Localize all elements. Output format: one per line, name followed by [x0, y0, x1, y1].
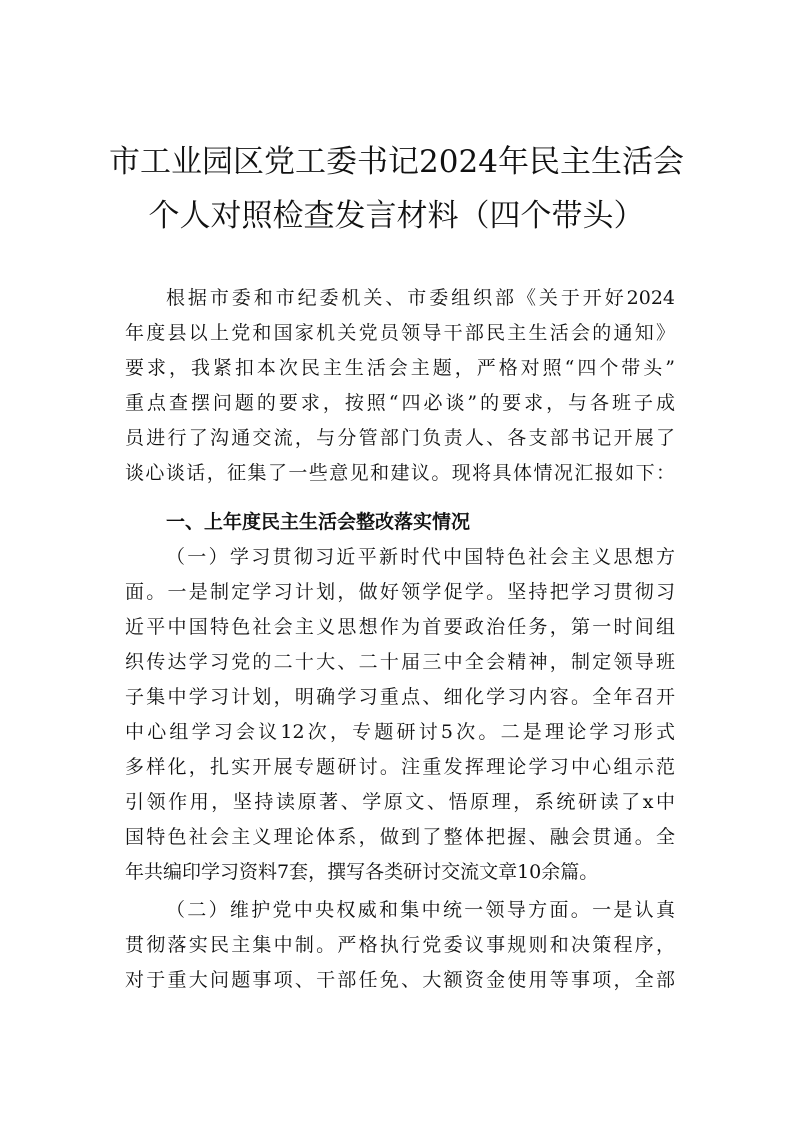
paragraph-line: 子集中学习计划，明确学习重点、细化学习内容。全年召开 — [125, 686, 675, 708]
paragraph-line: 近平中国特色社会主义思想作为首要政治任务，第一时间组 — [125, 616, 675, 638]
paragraph-line: 中心组学习会议12次，专题研讨5次。二是理论学习形式 — [125, 721, 675, 743]
paragraph-line: 根据市委和市纪委机关、市委组织部《关于开好2024 — [166, 287, 675, 309]
paragraph-line: 国特色社会主义理论体系，做到了整体把握、融会贯通。全 — [125, 826, 675, 848]
paragraph-line: 贯彻落实民主集中制。严格执行党委议事规则和决策程序， — [125, 934, 675, 956]
paragraph-line: 年共编印学习资料7套，撰写各类研讨交流文章10余篇。 — [125, 861, 599, 883]
paragraph-line: 重点查摆问题的要求，按照“四必谈”的要求，与各班子成 — [125, 392, 675, 414]
paragraph-line: 谈心谈话，征集了一些意见和建议。现将具体情况汇报如下： — [125, 462, 675, 484]
paragraph-line: 织传达学习党的二十大、二十届三中全会精神，制定领导班 — [125, 651, 675, 673]
paragraph-line: 对于重大问题事项、干部任免、大额资金使用等事项，全部 — [125, 969, 675, 991]
paragraph-line: 年度县以上党和国家机关党员领导干部民主生活会的通知》 — [125, 322, 675, 344]
subsection-heading-line: （一）学习贯彻习近平新时代中国特色社会主义思想方 — [166, 546, 675, 568]
document-title-line-2: 个人对照检查发言材料（四个带头） — [148, 198, 645, 234]
section-heading: 一、上年度民主生活会整改落实情况 — [166, 511, 471, 533]
paragraph-line: 员进行了沟通交流，与分管部门负责人、各支部书记开展了 — [125, 427, 675, 449]
subsection-heading-line: （二）维护党中央权威和集中统一领导方面。一是认真 — [166, 899, 675, 921]
paragraph-line: 要求，我紧扣本次民主生活会主题，严格对照“四个带头” — [125, 357, 675, 379]
paragraph-line: 多样化，扎实开展专题研讨。注重发挥理论学习中心组示范 — [125, 756, 675, 778]
document-title-line-1: 市工业园区党工委书记2024年民主生活会 — [109, 144, 684, 180]
paragraph-line: 引领作用，坚持读原著、学原文、悟原理，系统研读了x中 — [125, 791, 675, 813]
paragraph-line: 面。一是制定学习计划，做好领学促学。坚持把学习贯彻习 — [125, 581, 675, 603]
